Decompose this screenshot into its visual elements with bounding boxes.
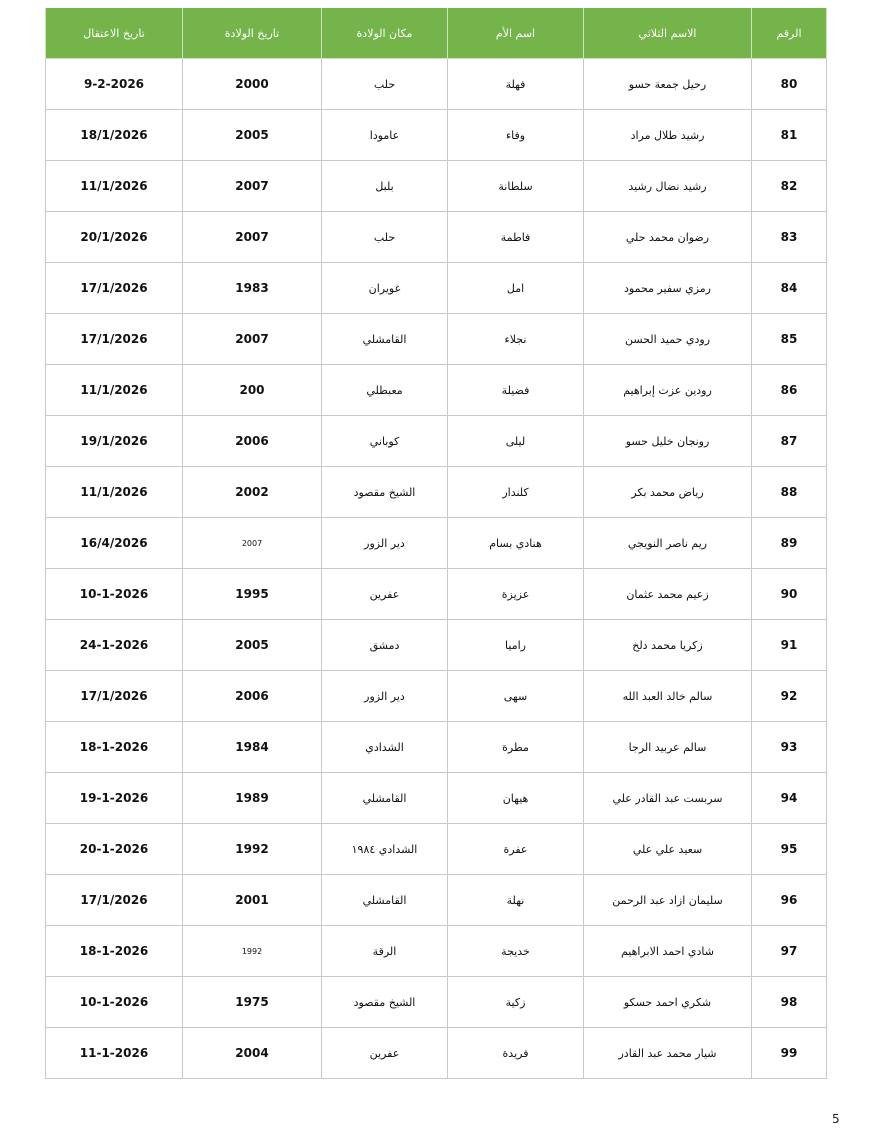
cell-number: 80 <box>752 59 827 110</box>
cell-full-name: رياض محمد بكر <box>584 467 752 518</box>
cell-birth-date: 2005 <box>183 620 322 671</box>
detainee-list <box>45 8 826 1079</box>
cell-arrest-date: 20-1-2026 <box>46 824 183 875</box>
cell-arrest-date: 10-1-2026 <box>46 569 183 620</box>
cell-birthplace: حلب <box>322 212 448 263</box>
cell-mother-name: فضيلة <box>448 365 584 416</box>
header-full-name: الاسم الثلاثي <box>584 8 752 59</box>
header-birthplace: مكان الولادة <box>322 8 448 59</box>
detainee-table <box>45 8 827 1079</box>
cell-mother-name: نجلاء <box>448 314 584 365</box>
cell-number: 95 <box>752 824 827 875</box>
table-body <box>46 59 827 1079</box>
cell-full-name: رحيل جمعة حسو <box>584 59 752 110</box>
table-row <box>46 467 827 518</box>
page-number: 5 <box>832 1112 840 1126</box>
cell-birth-date: 1995 <box>183 569 322 620</box>
cell-full-name: شادي احمد الابراهيم <box>584 926 752 977</box>
cell-mother-name: ليلى <box>448 416 584 467</box>
cell-arrest-date: 17/1/2026 <box>46 671 183 722</box>
cell-full-name: زكريا محمد دلخ <box>584 620 752 671</box>
cell-mother-name: هيهان <box>448 773 584 824</box>
cell-full-name: ريم ناصر النويجي <box>584 518 752 569</box>
cell-mother-name: فاطمة <box>448 212 584 263</box>
cell-full-name: رودي حميد الحسن <box>584 314 752 365</box>
table-row <box>46 59 827 110</box>
cell-birthplace: دمشق <box>322 620 448 671</box>
cell-birth-date: 2001 <box>183 875 322 926</box>
cell-birthplace: عفرين <box>322 1028 448 1079</box>
table-row <box>46 722 827 773</box>
cell-birth-date: 2000 <box>183 59 322 110</box>
cell-birthplace: غويران <box>322 263 448 314</box>
cell-mother-name: زكية <box>448 977 584 1028</box>
table-row <box>46 620 827 671</box>
cell-birthplace: حلب <box>322 59 448 110</box>
cell-arrest-date: 24-1-2026 <box>46 620 183 671</box>
cell-birth-date: 2006 <box>183 671 322 722</box>
cell-number: 84 <box>752 263 827 314</box>
cell-birthplace: كوباني <box>322 416 448 467</box>
cell-arrest-date: 20/1/2026 <box>46 212 183 263</box>
cell-arrest-date: 17/1/2026 <box>46 263 183 314</box>
cell-birthplace: دير الزور <box>322 518 448 569</box>
cell-birthplace: القامشلي <box>322 773 448 824</box>
cell-mother-name: نهلة <box>448 875 584 926</box>
table-row <box>46 212 827 263</box>
cell-full-name: سالم عربيد الرجا <box>584 722 752 773</box>
cell-number: 99 <box>752 1028 827 1079</box>
cell-arrest-date: 19-1-2026 <box>46 773 183 824</box>
cell-number: 86 <box>752 365 827 416</box>
table-row <box>46 773 827 824</box>
cell-mother-name: مطرة <box>448 722 584 773</box>
cell-birth-date: 2002 <box>183 467 322 518</box>
cell-full-name: رضوان محمد حلي <box>584 212 752 263</box>
cell-mother-name: راميا <box>448 620 584 671</box>
cell-full-name: رشيد طلال مراد <box>584 110 752 161</box>
cell-full-name: رمزي سفير محمود <box>584 263 752 314</box>
cell-birthplace: الشيخ مقصود <box>322 467 448 518</box>
cell-number: 89 <box>752 518 827 569</box>
cell-birth-date: 200 <box>183 365 322 416</box>
cell-arrest-date: 11/1/2026 <box>46 365 183 416</box>
cell-full-name: سعيد علي علي <box>584 824 752 875</box>
cell-arrest-date: 18-1-2026 <box>46 722 183 773</box>
table-header-row <box>46 8 827 59</box>
table-row <box>46 977 827 1028</box>
cell-arrest-date: 18/1/2026 <box>46 110 183 161</box>
table-row <box>46 416 827 467</box>
table-row <box>46 824 827 875</box>
table-row <box>46 161 827 212</box>
header-birth-date: تاريخ الولادة <box>183 8 322 59</box>
cell-birth-date: 2007 <box>183 212 322 263</box>
cell-mother-name: كلندار <box>448 467 584 518</box>
cell-arrest-date: 11/1/2026 <box>46 161 183 212</box>
cell-birth-date: 2005 <box>183 110 322 161</box>
cell-mother-name: فريدة <box>448 1028 584 1079</box>
table-row <box>46 1028 827 1079</box>
cell-full-name: شيار محمد عبد القادر <box>584 1028 752 1079</box>
table-row <box>46 314 827 365</box>
cell-full-name: سالم خالد العبد الله <box>584 671 752 722</box>
cell-number: 87 <box>752 416 827 467</box>
cell-arrest-date: 17/1/2026 <box>46 314 183 365</box>
table-row <box>46 365 827 416</box>
cell-mother-name: وفاء <box>448 110 584 161</box>
table-row <box>46 263 827 314</box>
cell-number: 91 <box>752 620 827 671</box>
cell-birthplace: القامشلي <box>322 314 448 365</box>
cell-birth-date: 1975 <box>183 977 322 1028</box>
cell-full-name: رودين عزت إبراهيم <box>584 365 752 416</box>
cell-number: 92 <box>752 671 827 722</box>
cell-mother-name: سلطانة <box>448 161 584 212</box>
cell-birth-date: 2007 <box>183 161 322 212</box>
cell-number: 98 <box>752 977 827 1028</box>
table-row <box>46 569 827 620</box>
cell-arrest-date: 11/1/2026 <box>46 467 183 518</box>
table-header <box>46 8 827 59</box>
cell-birthplace: القامشلي <box>322 875 448 926</box>
cell-birthplace: الشدادي ١٩٨٤ <box>322 824 448 875</box>
cell-number: 96 <box>752 875 827 926</box>
cell-birthplace: معبطلي <box>322 365 448 416</box>
cell-arrest-date: 18-1-2026 <box>46 926 183 977</box>
cell-birthplace: الشدادي <box>322 722 448 773</box>
cell-birth-date: 2004 <box>183 1028 322 1079</box>
cell-number: 88 <box>752 467 827 518</box>
cell-birthplace: عامودا <box>322 110 448 161</box>
cell-full-name: زعيم محمد عثمان <box>584 569 752 620</box>
cell-arrest-date: 16/4/2026 <box>46 518 183 569</box>
cell-number: 85 <box>752 314 827 365</box>
cell-arrest-date: 11-1-2026 <box>46 1028 183 1079</box>
cell-mother-name: عزيزة <box>448 569 584 620</box>
cell-number: 82 <box>752 161 827 212</box>
cell-birth-date: 1983 <box>183 263 322 314</box>
cell-number: 93 <box>752 722 827 773</box>
cell-number: 83 <box>752 212 827 263</box>
cell-mother-name: خديجة <box>448 926 584 977</box>
cell-birthplace: بلبل <box>322 161 448 212</box>
cell-birth-date: 2007 <box>183 518 322 569</box>
cell-arrest-date: 9-2-2026 <box>46 59 183 110</box>
table-row <box>46 671 827 722</box>
cell-full-name: سربست عبد القادر علي <box>584 773 752 824</box>
cell-full-name: رونجان خليل حسو <box>584 416 752 467</box>
cell-birthplace: عفرين <box>322 569 448 620</box>
cell-arrest-date: 19/1/2026 <box>46 416 183 467</box>
header-number: الرقم <box>752 8 827 59</box>
cell-mother-name: سهى <box>448 671 584 722</box>
table-row <box>46 875 827 926</box>
table-row <box>46 110 827 161</box>
cell-birthplace: الشيخ مقصود <box>322 977 448 1028</box>
cell-number: 90 <box>752 569 827 620</box>
cell-birth-date: 2007 <box>183 314 322 365</box>
cell-mother-name: هنادي بسام <box>448 518 584 569</box>
cell-full-name: رشيد نضال رشيد <box>584 161 752 212</box>
table-row <box>46 926 827 977</box>
header-mother-name: اسم الأم <box>448 8 584 59</box>
cell-birth-date: 1992 <box>183 926 322 977</box>
cell-number: 94 <box>752 773 827 824</box>
cell-birth-date: 1992 <box>183 824 322 875</box>
cell-birthplace: الرقة <box>322 926 448 977</box>
cell-mother-name: عفرة <box>448 824 584 875</box>
cell-full-name: شكري احمد حسكو <box>584 977 752 1028</box>
cell-mother-name: فهلة <box>448 59 584 110</box>
cell-birth-date: 1989 <box>183 773 322 824</box>
cell-birth-date: 1984 <box>183 722 322 773</box>
cell-birthplace: دير الزور <box>322 671 448 722</box>
cell-number: 97 <box>752 926 827 977</box>
table-row <box>46 518 827 569</box>
cell-full-name: سليمان ازاد عبد الرحمن <box>584 875 752 926</box>
cell-birth-date: 2006 <box>183 416 322 467</box>
cell-arrest-date: 10-1-2026 <box>46 977 183 1028</box>
cell-mother-name: امل <box>448 263 584 314</box>
header-arrest-date: تاريخ الاعتقال <box>46 8 183 59</box>
cell-arrest-date: 17/1/2026 <box>46 875 183 926</box>
cell-number: 81 <box>752 110 827 161</box>
